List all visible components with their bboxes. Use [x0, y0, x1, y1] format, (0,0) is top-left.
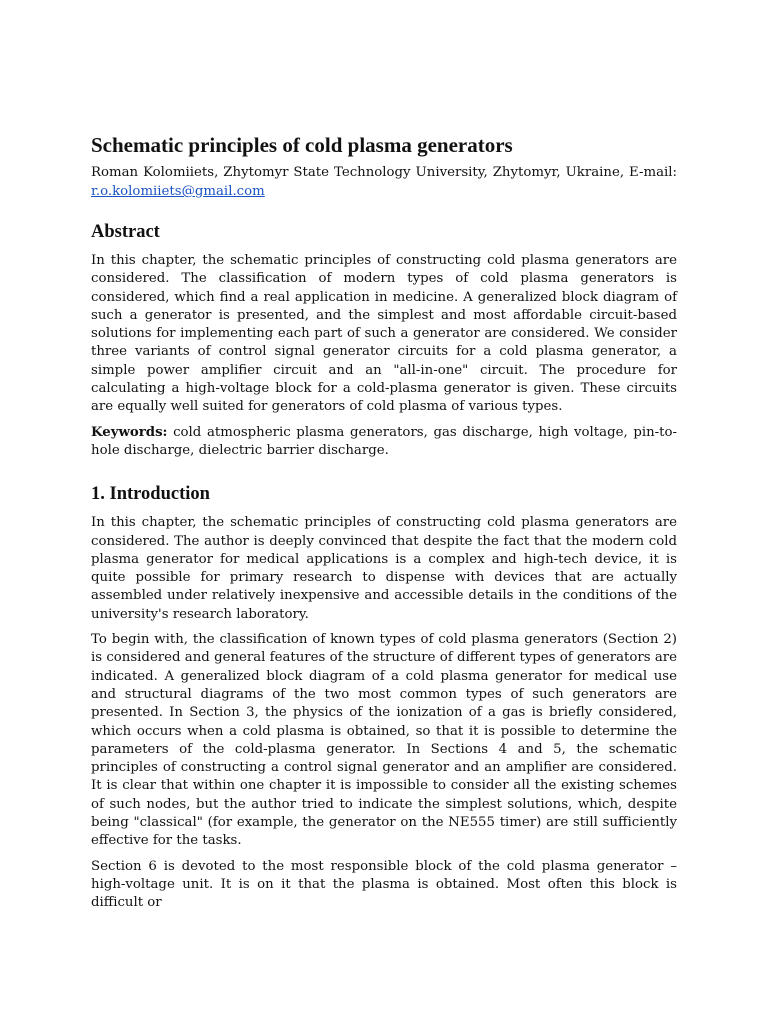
document-page — [91, 131, 677, 920]
author-affiliation — [91, 163, 677, 201]
keywords-paragraph — [91, 424, 677, 461]
keywords-label: Keywords: — [91, 424, 168, 440]
paper-title: Schematic principles of cold plasma generators — [91, 133, 513, 157]
introduction-heading: 1. Introduction — [91, 484, 210, 505]
intro-paragraph-1: In this chapter, the schematic principles of constructing cold plasma generators are considered. The author is deeply convinced that despite the fact that the modern cold plasma generator for medical applications is a complex and high-tech device, it is quite possible for primary research to dispense with devices that are actually assembled under relatively inexpensive and accessible details in the conditions of the university's research laboratory. — [91, 515, 677, 622]
intro-paragraph-2: To begin with, the classification of known types of cold plasma generators (Section 2) is considered and general features of the structure of different types of generators are indicated. A generalized block diagram of a cold plasma generator for medical use and structural diagrams of the two most common types of such generators are presented. In Section 3, the physics of the ionization of a gas is briefly considered, which occurs when a cold plasma is obtained, so that it is possible to determine the parameters of the cold-plasma generator. In Sections 4 and 5, the schematic principles of constructing a control signal generator and an amplifier are considered. It is clear that within one chapter it is impossible to consider all the existing schemes of such nodes, but the author tried to indicate the simplest solutions, which, despite being "classical" (for example, the generator on the NE555 timer) are still sufficiently effective for the tasks. — [91, 632, 677, 849]
abstract-heading: Abstract — [91, 222, 160, 242]
keywords-text: cold atmospheric plasma generators, gas discharge, high voltage, pin-to-hole discharge, dielectric barrier discharge. — [91, 424, 677, 458]
intro-paragraph-3: Section 6 is devoted to the most responsible block of the cold plasma generator – high-voltage unit. It is on it that the plasma is obtained. Most often this block is difficult or — [91, 858, 677, 911]
abstract-paragraph: In this chapter, the schematic principles of constructing cold plasma generators are considered. The classification of modern types of cold plasma generators is considered, which find a real application in medicine. A generalized block diagram of such a generator is presented, and the simplest and most affordable circuit-based solutions for implementing each part of such a generator are considered. We consider three variants of control signal generator circuits for a cold plasma generator, a simple power amplifier circuit and an "all-in-one" circuit. The procedure for calculating a high-voltage block for a cold-plasma generator is given. These circuits are equally well suited for generators of cold plasma of various types. — [91, 253, 677, 415]
author-email-link[interactable]: r.o.kolomiiets@gmail.com — [91, 184, 265, 199]
author-line: Roman Kolomiiets, Zhytomyr State Technology University, Zhytomyr, Ukraine, E-mail: — [91, 165, 677, 180]
